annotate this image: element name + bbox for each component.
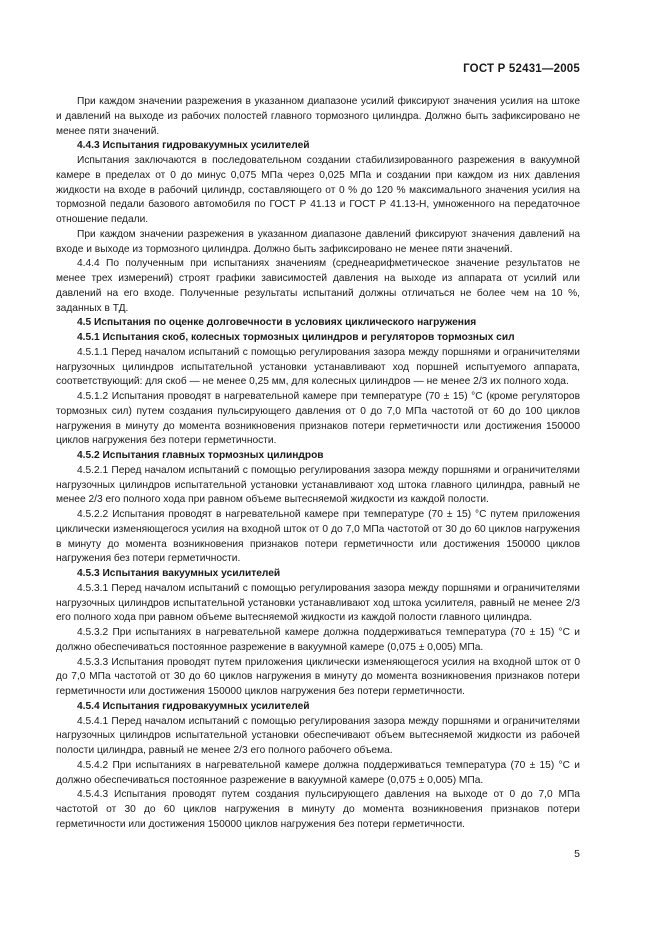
paragraph: 4.5.4.2 При испытаниях в нагревательной камере должна поддерживаться температура (70 ± 15) °С и должно обеспечиваться постоянное разрежение в вакуумной камере (0,075 ± 0,005) МПа. xyxy=(56,759,580,786)
paragraph: При каждом значении разрежения в указанном диапазоне давлений фиксируют значения давлений на входе и выходе из тормозного цилиндра. Должно быть зафиксировано не менее пяти значений. xyxy=(56,228,580,255)
paragraph: 4.5.3.2 При испытаниях в нагревательной камере должна поддерживаться температура (70 ± 15) °С и должно обеспечиваться постоянное разрежение в вакуумной камере (0,075 ± 0,005) МПа. xyxy=(56,627,580,653)
paragraph: 4.5.2.1 Перед началом испытаний с помощью регулирования зазора между поршнями и ограничителями нагрузочных цилиндров испытательной установки устанавливают ход штока главного цилиндра, равный не менее 2/3 его полного хода при равном объеме вытесняемой жидкости из каждой полости. xyxy=(56,464,580,506)
page-number: 5 xyxy=(574,848,580,860)
paragraph: При каждом значении разрежения в указанном диапазоне усилий фиксируют значения усилия на штоке и давлений на выходе из рабочих полостей главного тормозного цилиндра. Должно быть зафиксировано не менее пяти значений. xyxy=(56,96,580,137)
paragraph: 4.5.1.2 Испытания проводят в нагревательной камере при температуре (70 ± 15) °С (кроме регуляторов тормозных сил) путем создания пульсирующего давления от 0 до 7,0 МПа частотой от 60 до 100 циклов нагружения в минуту до момента возникновения признаков потери герметичности или достижения 150000 циклов нагружения без потери герметичности. xyxy=(56,391,580,447)
paragraph: 4.5.1.1 Перед началом испытаний с помощью регулирования зазора между поршнями и ограничителями нагрузочных цилиндров испытательной установки устанавливают ход поршней испытуемого аппарата, соответствующий: для скоб — не менее 0,25 мм, для колесных цилиндров — не менее 2/3 их полного хода. xyxy=(56,346,580,388)
paragraph: 4.5.4.3 Испытания проводят путем создания пульсирующего давления на выходе от 0 до 7,0 МПа частотой от 30 до 60 циклов нагружения в минуту до момента возникновения признаков потери герметичности или достижения 150000 циклов нагружения без потери герметичности. xyxy=(56,789,580,830)
paragraph: 4.4.4 По полученным при испытаниях значениям (среднеарифметическое значение результатов не менее трех измерений) строят графики зависимостей давления на выходе из аппарата от усилий или давлений на его входе. Полученные результаты испытаний должны отличаться не более чем на 10 %, заданных в ТД. xyxy=(56,258,580,314)
paragraph: 4.5.2.2 Испытания проводят в нагревательной камере при температуре (70 ± 15) °С путем приложения циклически изменяющегося усилия на входной шток от 0 до 7,0 МПа частотой от 30 до 60 циклов нагружения в минуту до момента возникновения признаков потери герметичности или достижения 150000 циклов нагружения без потери герметичности. xyxy=(56,509,580,565)
paragraph: 4.5.3.1 Перед началом испытаний с помощью регулирования зазора между поршнями и ограничителями нагрузочных цилиндров испытательной установки устанавливают ход штока усилителя, равный не менее 2/3 его полного хода при равном объеме вытесняемой жидкости из каждой полости главного цилиндра. xyxy=(56,582,580,624)
section-heading: 4.5.2 Испытания главных тормозных цилиндров xyxy=(77,450,324,461)
paragraph: 4.5.4.1 Перед началом испытаний с помощью регулирования зазора между поршнями и ограничителями нагрузочных цилиндров испытательной установки обеспечивают объем вытесняемой жидкости из рабочей полости цилиндра, равный не менее 2/3 его полного рабочего объема. xyxy=(56,715,580,756)
section-heading: 4.5.3 Испытания вакуумных усилителей xyxy=(77,568,281,579)
section-heading: 4.5 Испытания по оценке долговечности в условиях циклического нагружения xyxy=(77,317,477,329)
section-heading: 4.5.1 Испытания скоб, колесных тормозных цилиндров и регуляторов тормозных сил xyxy=(77,332,515,343)
paragraph: 4.5.3.3 Испытания проводят путем приложения циклически изменяющегося усилия на входной шток от 0 до 7,0 МПа частотой от 30 до 60 циклов нагружения в минуту до момента возникновения признаков потери герметичности или достижения 150000 циклов нагружения без потери герметичности. xyxy=(56,656,580,697)
document-body xyxy=(56,95,580,833)
section-heading: 4.4.3 Испытания гидровакуумных усилителей xyxy=(77,140,310,152)
paragraph: Испытания заключаются в последовательном создании стабилизированного разрежения в вакуумной камере в пределах от 0 до минус 0,075 МПа через 0,025 МПа и создании при каждом из них давления жидкости на входе в рабочий цилиндр, составляющего от 0 % до 120 % максимального значения усилия на тормозной педали базового автомобиля по ГОСТ Р 41.13 и ГОСТ Р 41.13-Н, умноженного на передаточное отношение педали. xyxy=(56,155,580,225)
section-heading: 4.5.4 Испытания гидровакуумных усилителей xyxy=(77,700,310,712)
document-id-header: ГОСТ Р 52431—2005 xyxy=(463,63,580,75)
